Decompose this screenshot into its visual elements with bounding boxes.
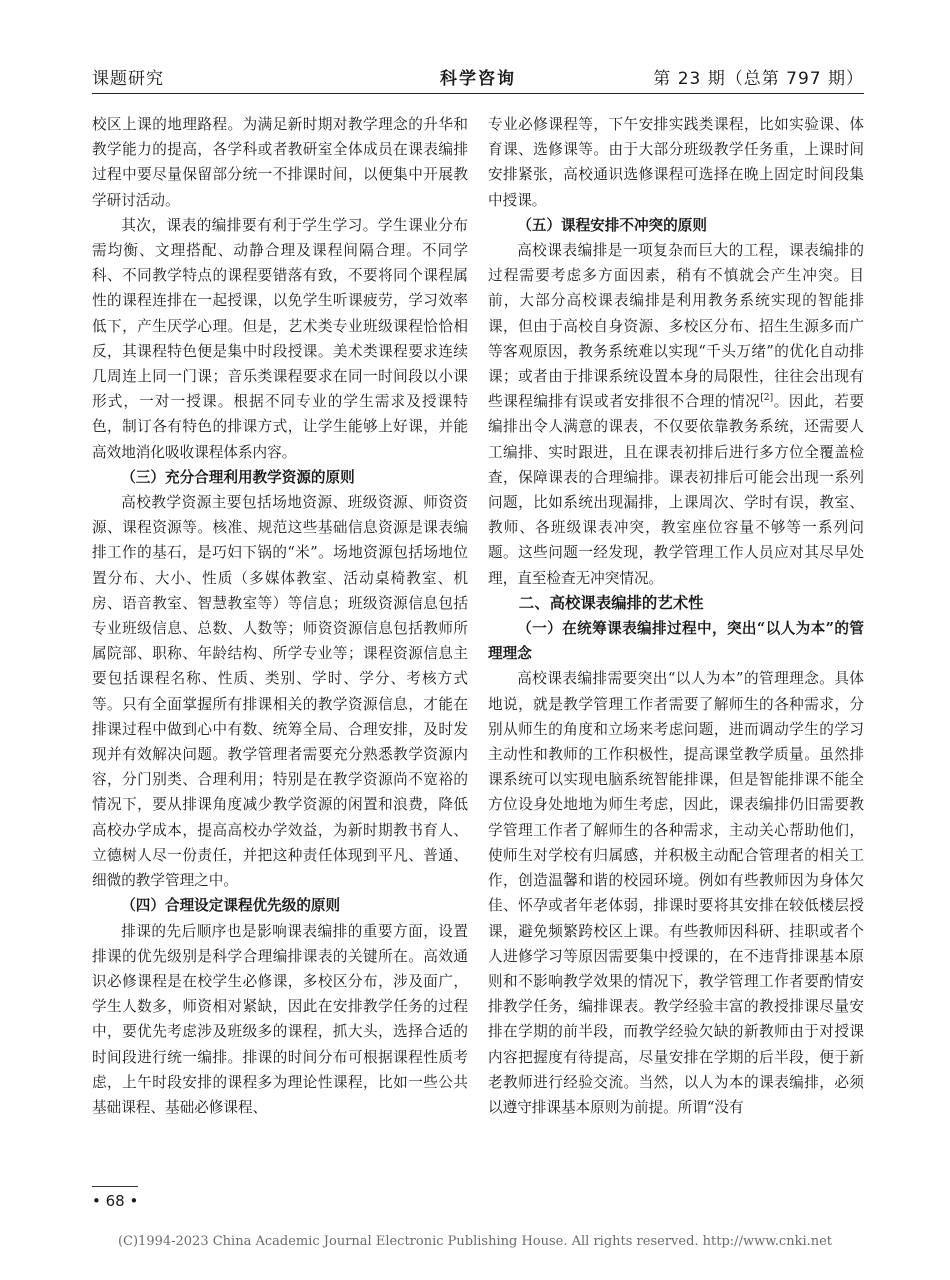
header-section-label: 课题研究 bbox=[92, 69, 164, 89]
paragraph-student-learning: 其次，课表的编排要有利于学生学习。学生课业分布需均衡、文理搭配、动静合理及课程间隔合理。不同学科、不同教学特点的课程要错落有致，不要将同个课程属性的课程连排在一起授课，以免学生听课疲劳，学习效率低下，产生厌学心理。但是，艺术类专业班级课程恰恰相反，其课程特色便是集中时段授课。美术类课程要求连续几周连上同一门课；音乐类课程要求在同一时间段以小课形式，一对一授课。根据不同专业的学生需求及授课特色，制订各有特色的排课方式，让学生能够上好课，并能高效地消化吸收课程体系内容。 bbox=[92, 216, 468, 461]
paragraph-resources: 高校教学资源主要包括场地资源、班级资源、师资资源、课程资源等。核准、规范这些基础信息资源是课表编排工作的基石，是巧妇下锅的“米”。场地资源包括场地位置分布、大小、性质（多媒体教室、活动桌椅教室、机房、语音教室、智慧教室等）等信息；班级资源信息包括专业班级信息、总数、人数等；师资资源信息包括教师所属院部、职称、年龄结构、所学专业等；课程资源信息主要包括课程名称、性质、类别、学时、学分、考核方式等。只有全面掌握所有排课相关的教学资源信息，才能在排课过程中做到心中有数、统筹全局、合理安排，及时发现并有效解决问题。教学管理者需要充分熟悉教学资源内容，分门别类、合理利用；特别是在教学资源尚不宽裕的情况下，要从排课角度减少教学资源的闲置和浪费，降低高校办学成本，提高高校办学效益，为新时期教书育人、立德树人尽一份责任，并把这种责任体现到平凡、普通、细微的教学管理之中。 bbox=[92, 494, 468, 890]
paragraph-continued: 校区上课的地理路程。为满足新时期对教学理念的升华和教学能力的提高，各学科或者教研室全体成员在课表编排过程中要尽量保留部分统一不排课时间，以便集中开展教学研讨活动。 bbox=[92, 116, 468, 209]
subheading-resources: （三）充分合理利用教学资源的原则 bbox=[121, 468, 355, 486]
paragraph-no-conflict-part1: 高校课表编排是一项复杂而巨大的工程，课表编排的过程需要考虑多方面因素，稍有不慎就会产生冲突。目前，大部分高校课表编排是利用教务系统实现的智能排课，但由于高校自身资源、多校区分布、招生生源多而广等客观原因，教务系统难以实现“千头万绪”的优化自动排课；或者由于排课系统设置本身的局限性，往往会出现有些课程编排有误或者安排很不合理的情况 bbox=[488, 242, 864, 411]
footer-rule bbox=[92, 1186, 138, 1187]
header-issue-info: 第 23 期（总第 797 期） bbox=[653, 69, 864, 89]
paragraph-no-conflict-part2: 。因此，若要编排出令人满意的课表，不仅要依靠教务系统，还需要人工编排、实时跟进，且在课表初排后进行多方位全覆盖检查，保障课表的合理编排。课表初排后可能会出现一系列问题，比如系统出现漏排，上课周次、学时有误，教室、教师、各班级课表冲突，教室座位容量不够等一系列问题。这些问题一经发现，教学管理工作人员应对其尽早处理，直至检查无冲突情况。 bbox=[488, 393, 864, 587]
page-header bbox=[92, 60, 864, 94]
subheading-people-oriented: （一）在统筹课表编排过程中，突出“以人为本”的管理理念 bbox=[488, 620, 864, 663]
copyright-notice: (C)1994-2023 China Academic Journal Electronic Publishing House. All rights reserved. http://www.cnki.net bbox=[117, 1234, 833, 1249]
left-column bbox=[92, 112, 468, 1120]
paragraph-no-conflict bbox=[488, 238, 864, 591]
subheading-priority: （四）合理设定课程优先级的原则 bbox=[121, 897, 341, 915]
section-heading-artistry: 二、高校课表编排的艺术性 bbox=[518, 593, 704, 612]
citation-ref: [2] bbox=[760, 393, 774, 404]
header-rule bbox=[92, 93, 864, 94]
paragraph-continued-right: 专业必修课程等，下午安排实践类课程，比如实验课、体育课、选修课等。由于大部分班级教学任务重，上课时间安排紧张，高校通识选修课程可选择在晚上固定时间段集中授课。 bbox=[488, 116, 864, 209]
page-number: • 68 • bbox=[92, 1192, 139, 1210]
right-column bbox=[488, 112, 864, 1120]
paragraph-people-oriented: 高校课表编排需要突出“以人为本”的管理理念。具体地说，就是教学管理工作者需要了解师生的各种需求，分别从师生的角度和立场来考虑问题，进而调动学生的学习主动性和教师的工作积极性，提高课堂教学质量。虽然排课系统可以实现电脑系统智能排课，但是智能排课不能全方位设身处地地为师生考虑，因此，课表编排仍旧需要教学管理工作者了解师生的各种需求，主动关心帮助他们，使师生对学校有归属感，并积极主动配合管理者的相关工作，创造温馨和谐的校园环境。例如有些教师因为身体欠佳、怀孕或者年老体弱，排课时要将其安排在较低楼层授课，避免频繁跨校区上课。有些教师因科研、挂职或者个人进修学习等原因需要集中授课的，在不违背排课基本原则和不影响教学效果的情况下，教学管理工作者要酌情安排教学任务，编排课表。教学经验丰富的教授排课尽量安排在学期的前半段，而教学经验欠缺的新教师由于对授课内容把握度有待提高，尽量安排在学期的后半段，便于新老教师进行经验交流。当然，以人为本的课表编排，必须以遵守排课基本原则为前提。所谓“没有 bbox=[488, 670, 864, 1116]
header-journal-title: 科学咨询 bbox=[440, 69, 516, 89]
paragraph-priority: 排课的先后顺序也是影响课表编排的重要方面，设置排课的优先级别是科学合理编排课表的关键所在。高效通识必修课程是在校学生必修课，多校区分布，涉及面广，学生人数多，师资相对紧缺，因此在安排教学任务的过程中，要优先考虑涉及班级多的课程，抓大头，选择合适的时间段进行统一编排。排课的时间分布可根据课程性质考虑，上午时段安排的课程多为理论性课程，比如一些公共基础课程、基础必修课程、 bbox=[92, 922, 468, 1116]
subheading-no-conflict: （五）课程安排不冲突的原则 bbox=[517, 216, 707, 234]
